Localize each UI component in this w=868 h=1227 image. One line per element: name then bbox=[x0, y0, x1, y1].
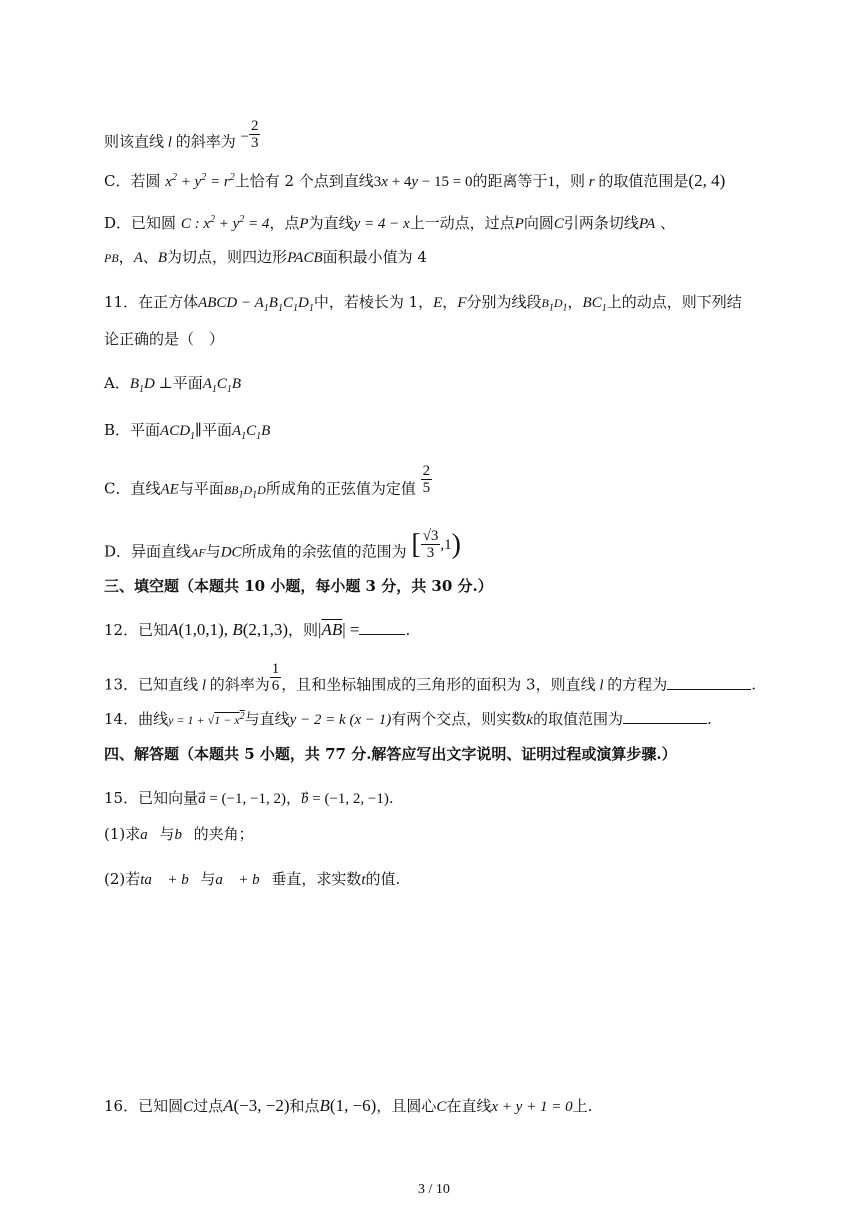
section-3-heading: 三、填空题（本题共 10 小题，每小题 3 分，共 30 分.） bbox=[104, 577, 493, 595]
fraction: $\frac{1}{6}$ bbox=[271, 661, 280, 694]
question-15-part-2: (2)若ta⃗ + b⃗与a⃗ + b⃗垂直，求实数t的值. bbox=[104, 870, 401, 888]
question-15: 15．已知向量a⃗ = (−1, −1, 2)，b⃗ = (−1, 2, −1). bbox=[104, 789, 394, 807]
page-number: 3 / 10 bbox=[418, 1182, 450, 1197]
question-11-cont: 论正确的是（ ） bbox=[104, 330, 225, 348]
fraction: $\frac{√3}{3}$ bbox=[422, 528, 439, 561]
fraction: $\frac{2}{3}$ bbox=[250, 118, 259, 151]
fraction: $\frac{2}{5}$ bbox=[422, 463, 431, 496]
section-4-heading: 四、解答题（本题共 5 小题，共 77 分.解答应写出文字说明、证明过程或演算步骤.） bbox=[104, 745, 677, 763]
option-d: D．已知圆 C : $x^2 + y^2 = 4$，点P为直线y = 4 − x上一动点，过点P向圆C引两条切线PA 、 bbox=[104, 214, 676, 232]
question-11: 11．在正方体ABCD − $A_1B_1C_1D_1$中，若棱长为 1，E，F分别为线段$B_1D_1$，$BC_1$上的动点，则下列结 bbox=[104, 293, 742, 314]
question-14: 14．曲线$y = 1 + √1 - x^2$与直线y − 2 = k (x − 1)有两个交点，则实数k的取值范围为 . bbox=[104, 710, 712, 728]
option-11a: A．$B_1D$ ⊥平面$A_1C_1B$ bbox=[104, 374, 242, 395]
option-11b: B．平面$ACD_1\parallel$平面$A_1C_1B$ bbox=[104, 421, 271, 442]
option-11c: C．直线AE与平面$BB_1D_1D$所成角的正弦值为定值 $\frac{2}{5}$ bbox=[104, 463, 431, 500]
option-11d: D．异面直线AF与DC所成角的余弦值的范围为 [ $\frac{√3}{3}$ ,1) bbox=[104, 528, 461, 561]
question-13: 13．已知直线 l 的斜率为 $\frac{1}{6}$ ，且和坐标轴围成的三角形的面积为 3，则直线 l 的方程为 . bbox=[104, 661, 757, 694]
question-15-part-1: (1)求a⃗与b⃗的夹角； bbox=[104, 825, 254, 843]
option-b-cont: 则该直线 l 的斜率为 − $\frac{2}{3}$ bbox=[104, 118, 259, 151]
option-d-cont: PB，A、B为切点，则四边形PACB面积最小值为 4 bbox=[104, 248, 427, 266]
option-c: C．若圆 $x^2 + y^2 = r^2$上恰有 2 个点到直线3x + 4y − 15 = 0的距离等于1，则 r 的取值范围是(2, 4) bbox=[104, 171, 726, 190]
question-12: 12．已知A(1,0,1), B(2,1,3)，则$|\overline{AB}|$ = . bbox=[104, 620, 411, 639]
question-16: 16．已知圆C过点A(−3, −2)和点B(1, −6)，且圆心C在直线x + y + 1 = 0上. bbox=[104, 1096, 593, 1115]
